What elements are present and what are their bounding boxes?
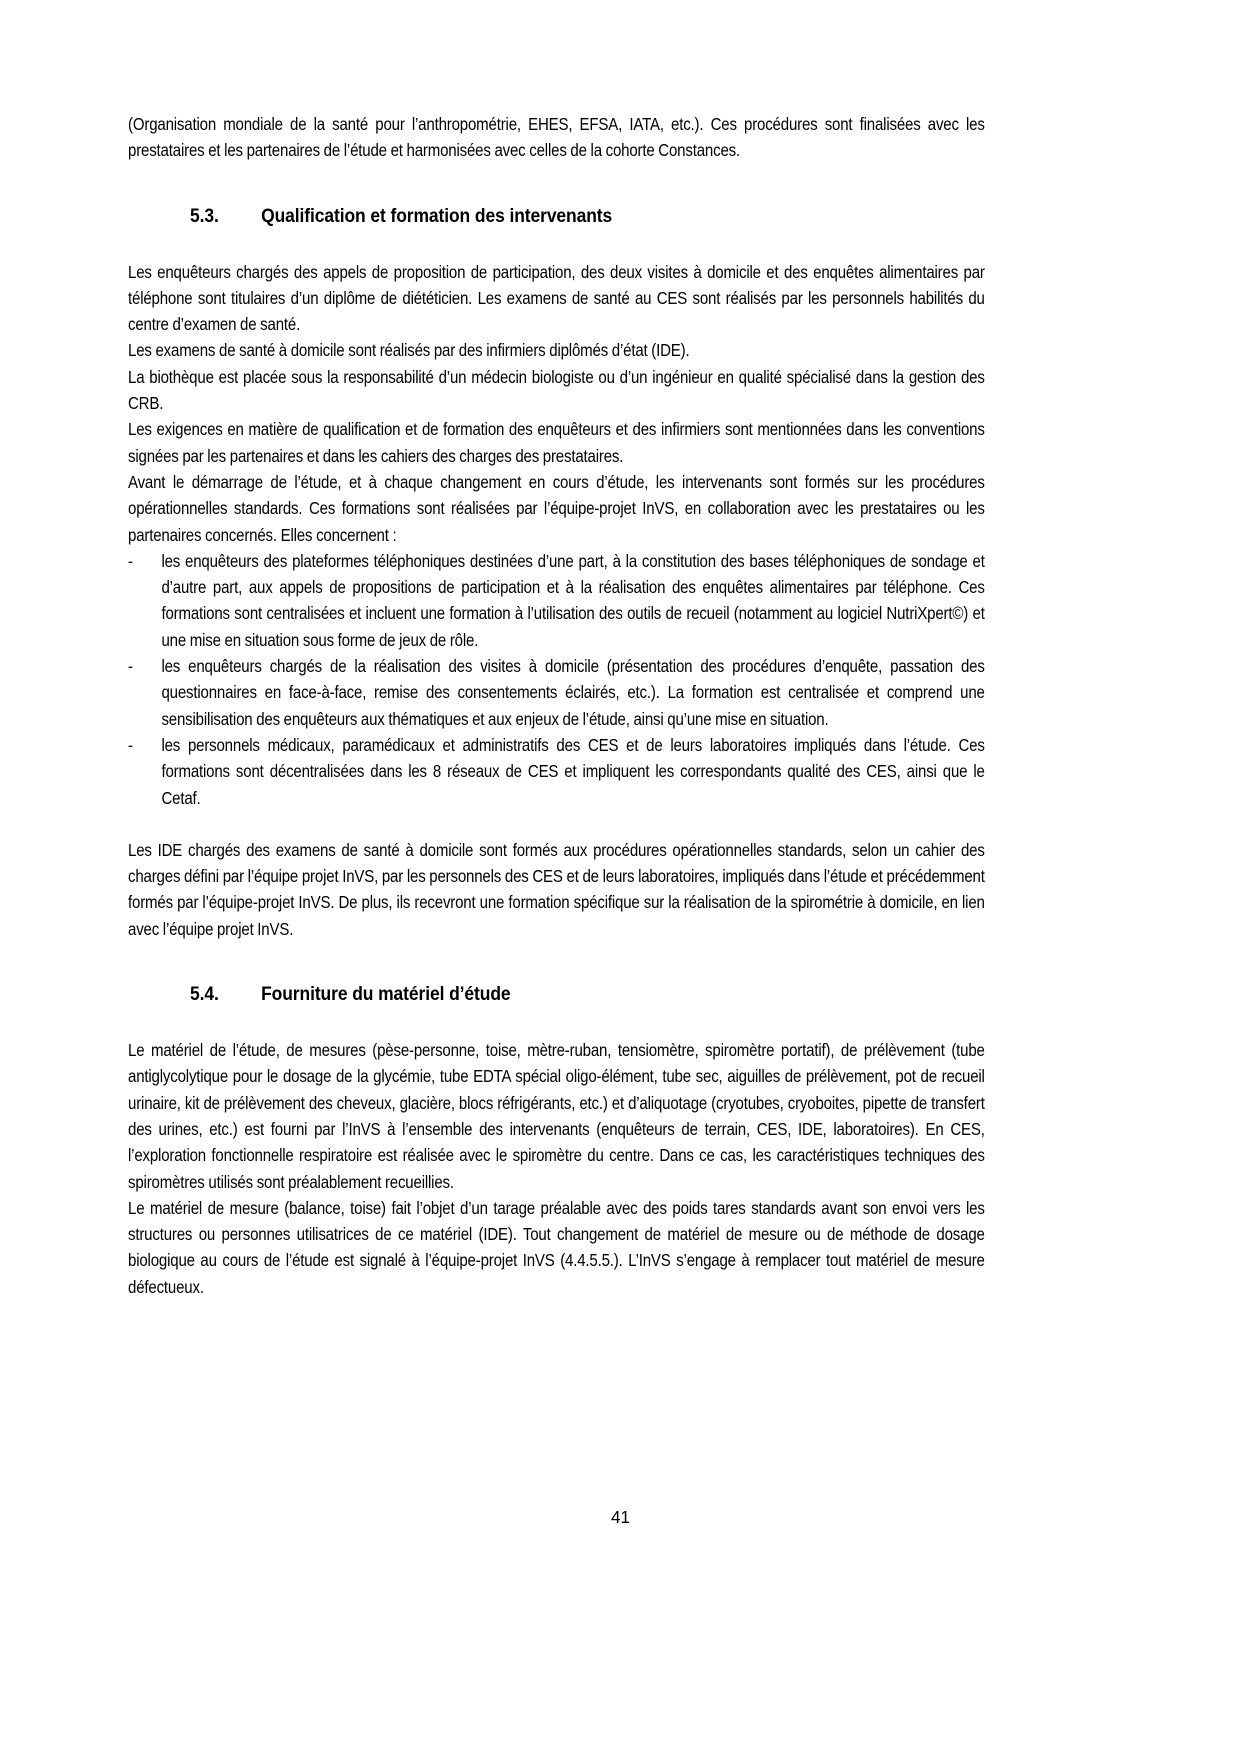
section-54-heading-wrap xyxy=(128,981,985,1007)
spacer xyxy=(128,165,985,203)
bullet-marker: - xyxy=(128,735,133,755)
spacer xyxy=(128,943,985,981)
list-item xyxy=(128,733,985,812)
section-54-heading xyxy=(190,981,984,1007)
intro-paragraph: (Organisation mondiale de la santé pour l’anthropométrie, EHES, EFSA, IATA, etc.). Ces procédures sont finalisées avec les prestataires et les partenaires de l’étude et harmonisées avec celles de la cohorte Constances. xyxy=(128,115,985,161)
list-item xyxy=(128,549,985,654)
section-53-title: Qualification et formation des intervenants xyxy=(261,204,613,227)
section-53-paragraph-1: Les enquêteurs chargés des appels de proposition de participation, des deux visites à domicile et des enquêtes alimentaires par téléphone sont titulaires d’un diplôme de diététicien. Les examens de santé au CES sont réalisés par les personnels habilités du centre d’examen de santé. xyxy=(128,262,985,335)
section-53-closing-paragraph: Les IDE chargés des examens de santé à domicile sont formés aux procédures opérationnelles standards, selon un cahier des charges défini par l’équipe projet InVS, par les personnels des CES et de leurs laboratoires, impliqués dans l’étude et précédemment formés par l’équipe-projet InVS. De plus, ils recevront une formation spécifique sur la réalisation de la spirométrie à domicile, en lien avec l’équipe projet InVS. xyxy=(128,840,985,939)
bullet-marker: - xyxy=(128,657,133,677)
section-53-heading xyxy=(190,203,984,229)
list-item-text: les enquêteurs chargés de la réalisation des visites à domicile (présentation des procédures d’enquête, passation des questionnaires en face-à-face, remise des consentements éclairés, etc.). La formation est centralisée et comprend une sensibilisation des enquêteurs aux thématiques et aux enjeux de l’étude, ainsi qu’une mise en situation. xyxy=(161,657,985,729)
section-54-number: 5.4. xyxy=(190,983,219,1006)
section-53-heading-wrap xyxy=(128,203,985,229)
spacer xyxy=(128,229,985,260)
section-53-number: 5.3. xyxy=(190,204,219,227)
page-content xyxy=(128,112,985,1301)
section-53-paragraph-3: La biothèque est placée sous la responsabilité d’un médecin biologiste ou d’un ingénieur en qualité spécialisé dans la gestion des CRB. xyxy=(128,367,985,414)
list-item xyxy=(128,654,985,733)
bullet-marker: - xyxy=(128,551,133,571)
section-53-paragraph-5: Avant le démarrage de l’étude, et à chaque changement en cours d’étude, les intervenants sont formés sur les procédures opérationnelles standards. Ces formations sont réalisées par l’équipe-projet InVS, en collaboration avec les prestataires ou les partenaires concernés. Elles concernent : xyxy=(128,472,985,545)
list-item-text: les personnels médicaux, paramédicaux et administratifs des CES et de leurs laboratoires impliqués dans l’étude. Ces formations sont décentralisées dans les 8 réseaux de CES et impliquent les correspondants qualité des CES, ainsi que le Cetaf. xyxy=(161,735,985,808)
section-53-paragraph-4: Les exigences en matière de qualification et de formation des enquêteurs et des infirmiers sont mentionnées dans les conventions signées par les partenaires et dans les cahiers des charges des prestataires. xyxy=(128,420,985,466)
list-item-text: les enquêteurs des plateformes téléphoniques destinées d’une part, à la constitution des bases téléphoniques de sondage et d’autre part, aux appels de propositions de participation et à la réalisation des enquêtes alimentaires par téléphone. Ces formations sont centralisées et incluent une formation à l’utilisation des outils de recueil (notamment au logiciel NutriXpert©) et une mise en situation sous forme de jeux de rôle. xyxy=(161,551,985,650)
section-54-paragraph-2: Le matériel de mesure (balance, toise) fait l’objet d’un tarage préalable avec des poids tares standards avant son envoi vers les structures ou personnes utilisatrices de ce matériel (IDE). Tout changement de matériel de mesure ou de méthode de dosage biologique au cours de l’étude est signalé à l’équipe-projet InVS (4.4.5.5.). L’InVS s’engage à remplacer tout matériel de mesure défectueux. xyxy=(128,1198,985,1297)
section-54-paragraph-1: Le matériel de l’étude, de mesures (pèse-personne, toise, mètre-ruban, tensiomètre, spiromètre portatif), de prélèvement (tube antiglycolytique pour le dosage de la glycémie, tube EDTA spécial oligo-élément, tube sec, aiguilles de prélèvement, pot de recueil urinaire, kit de prélèvement des cheveux, glacière, blocs réfrigérants, etc.) et d’aliquotage (cryotubes, cryoboites, pipette de transfert des urines, etc.) est fourni par l’InVS à l’ensemble des intervenants (enquêteurs de terrain, CES, IDE, laboratoires). En CES, l’exploration fonctionnelle respiratoire est réalisée avec le spiromètre du centre. Dans ce cas, les caractéristiques techniques des spiromètres utilisés sont préalablement recueillies. xyxy=(128,1041,985,1192)
page-number: 41 xyxy=(610,1508,630,1527)
section-54-title: Fourniture du matériel d’étude xyxy=(261,983,511,1006)
spacer xyxy=(128,1007,985,1038)
section-53-paragraph-2: Les examens de santé à domicile sont réalisés par des infirmiers diplômés d’état (IDE). xyxy=(128,341,690,361)
spacer xyxy=(128,812,985,838)
